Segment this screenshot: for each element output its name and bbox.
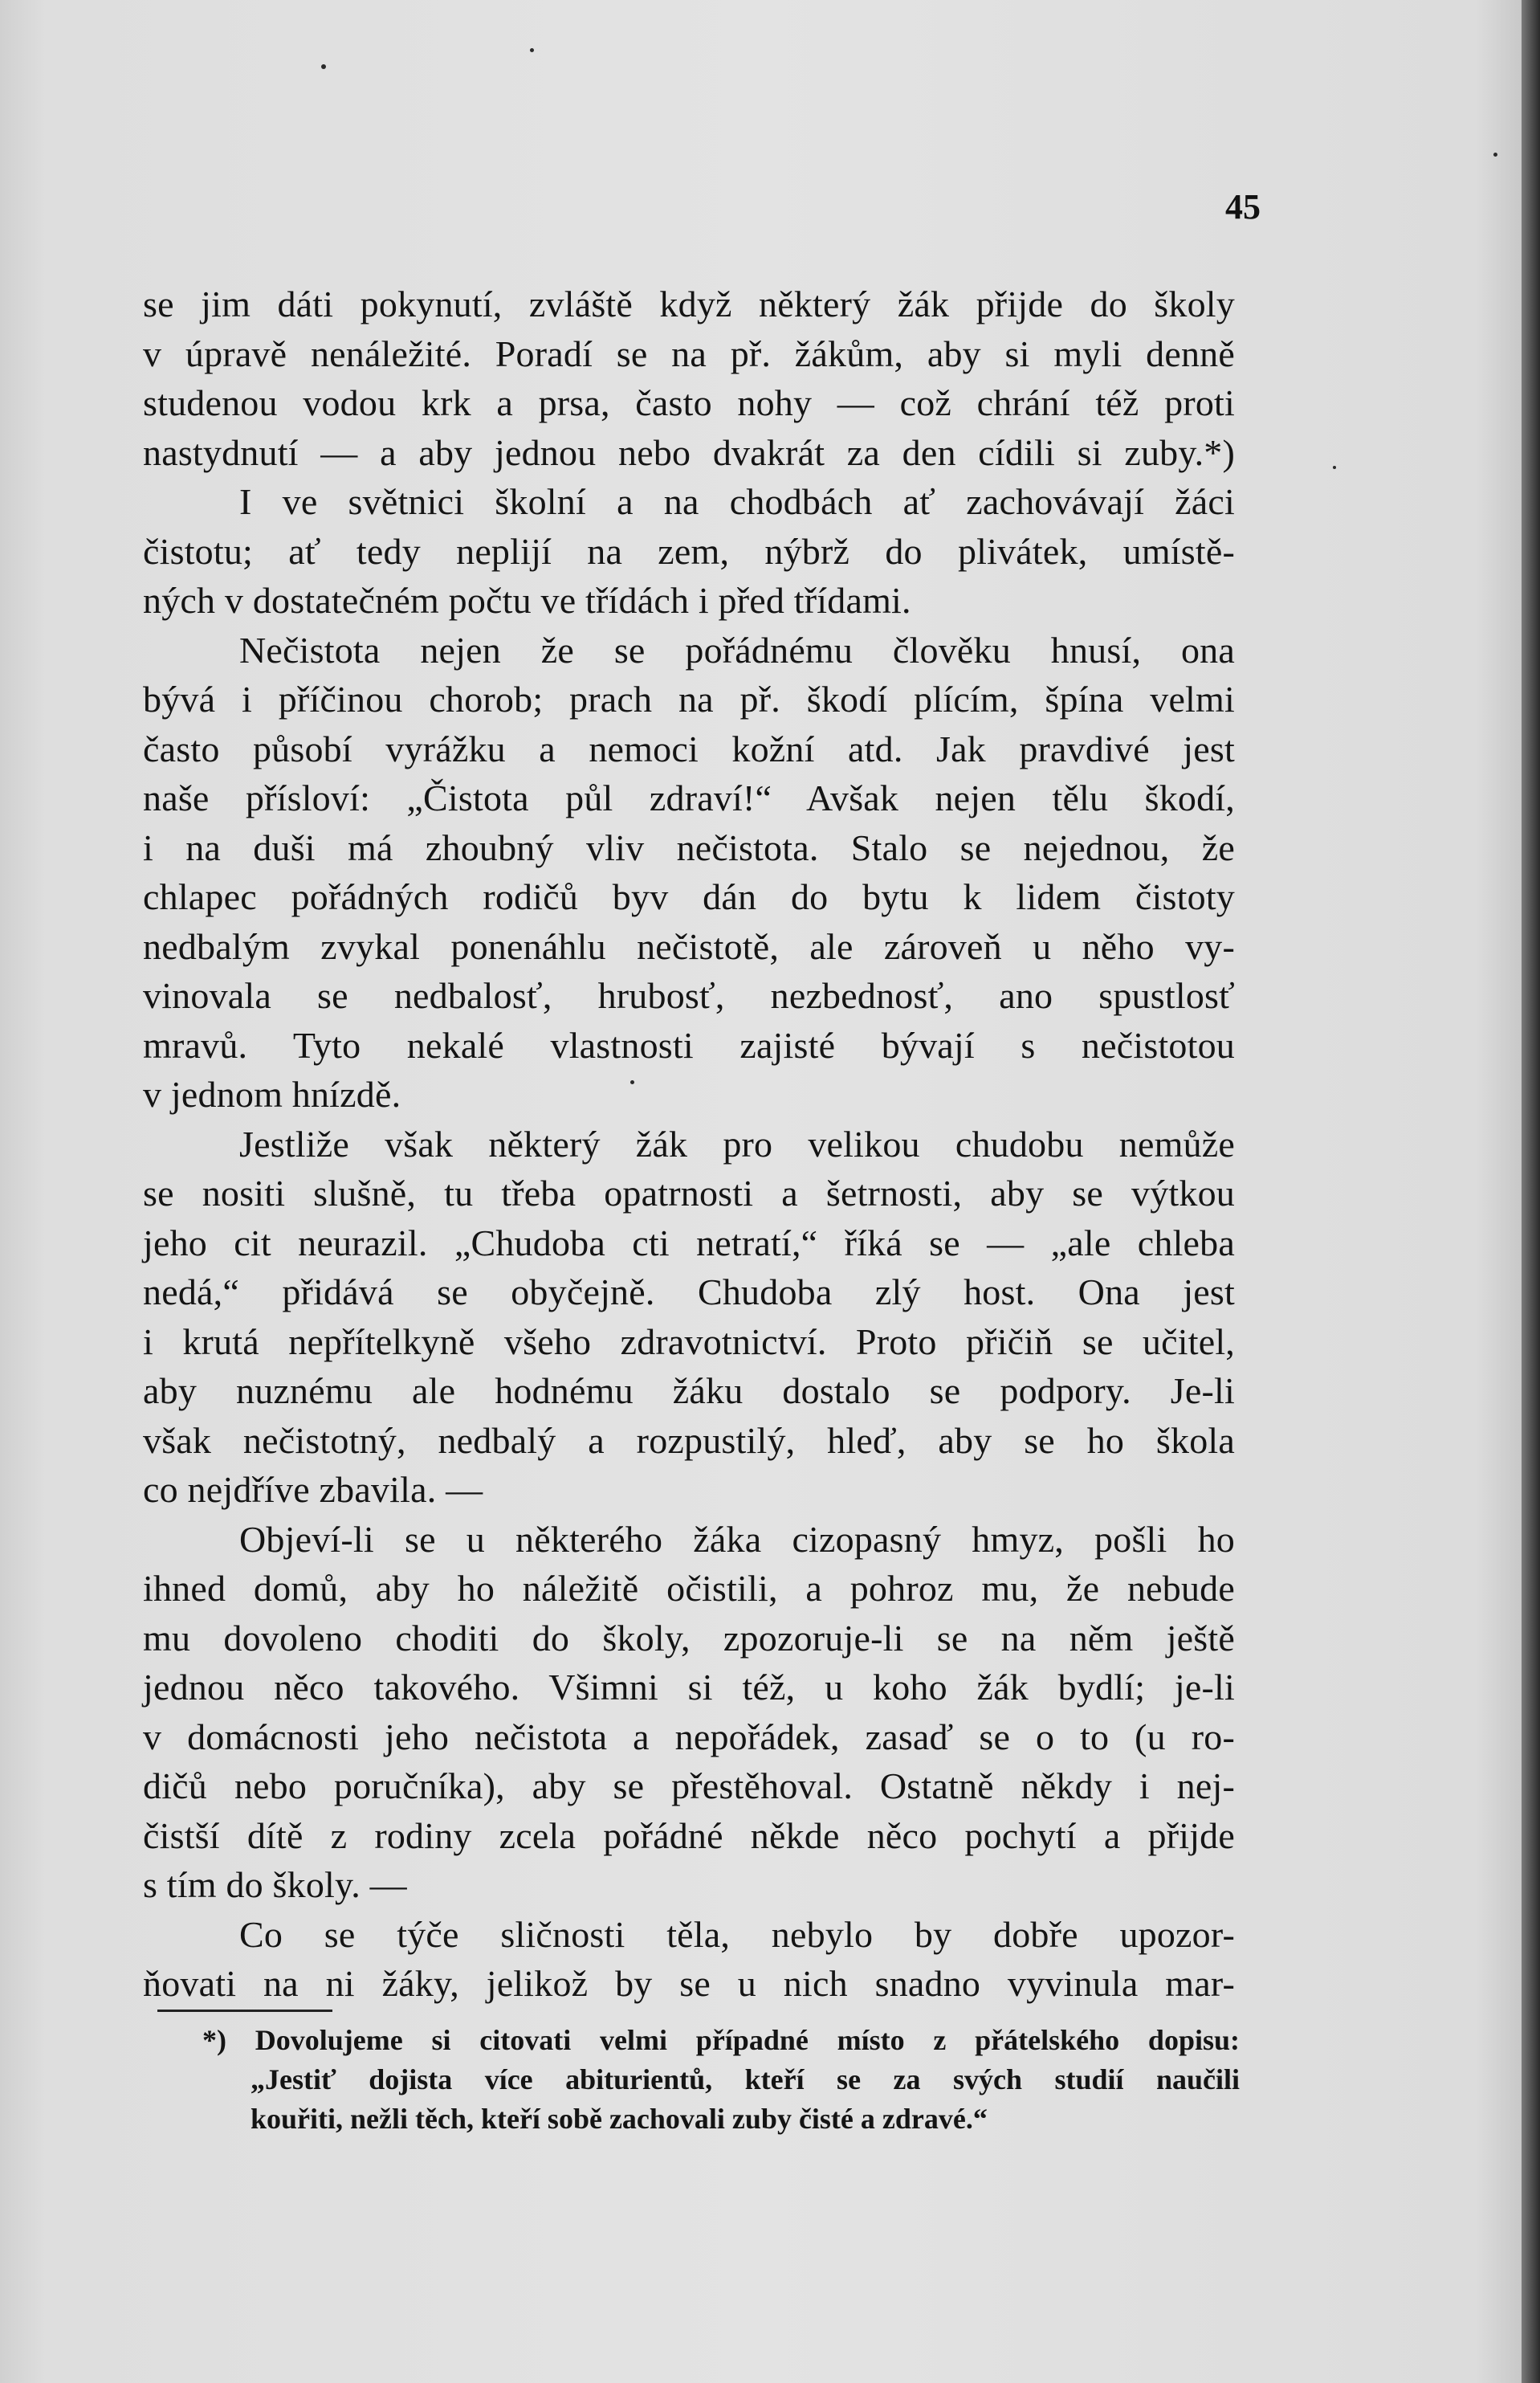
text-line: i krutá nepřítelkyně všeho zdravotnictví. Proto přičiň se učitel, (143, 1320, 1235, 1362)
text-line: čistotu; ať tedy neplijí na zem, nýbrž do plivátek, umístě- (143, 530, 1235, 572)
text-line: v domácnosti jeho nečistota a nepořádek, zasaď se o to (u ro- (143, 1716, 1235, 1757)
text-line: mu dovoleno choditi do školy, zpozoruje-li se na něm ještě (143, 1617, 1235, 1659)
text-line: však nečistotný, nedbalý a rozpustilý, hleď, aby se ho škola (143, 1419, 1235, 1461)
text-line: nastydnutí — a aby jednou nebo dvakrát za den cídili si zuby.*) (143, 431, 1235, 473)
text-line: ihned domů, aby ho náležitě očistili, a pohroz mu, že nebude (143, 1568, 1235, 1609)
footnote-rule (157, 2010, 332, 2012)
dust-speck (530, 48, 534, 52)
text-line: se jim dáti pokynutí, zvláště když některý žák přijde do školy (143, 284, 1235, 324)
text-line: jednou něco takového. Všimni si též, u koho žák bydlí; je-li (143, 1667, 1235, 1708)
text-line: vinovala se nedbalosť, hrubosť, nezbednosť, ano spustlosť (143, 975, 1235, 1016)
dust-speck (321, 64, 326, 69)
dust-speck (1333, 466, 1336, 469)
text-line: často působí vyrážku a nemoci kožní atd. Jak pravdivé jest (143, 728, 1235, 769)
text-line: dičů nebo poručníka), aby se přestěhoval. Ostatně někdy i nej- (143, 1765, 1235, 1806)
dust-speck (1493, 153, 1497, 157)
text-line: čistší dítě z rodiny zcela pořádné někde něco pochytí a přijde (143, 1814, 1235, 1856)
text-line: studenou vodou krk a prsa, často nohy — což chrání též proti (143, 382, 1235, 423)
text-line: aby nuznému ale hodnému žáku dostalo se podpory. Je-li (143, 1370, 1235, 1411)
footnote-line: „Jestiť dojista více abiturientů, kteří se za svých studií naučili (251, 2063, 1240, 2095)
page-edge-shadow (1522, 0, 1540, 2383)
footnotes (202, 2021, 1240, 2139)
text-line: mravů. Tyto nekalé vlastnosti zajisté bývají s nečistotou (143, 1024, 1235, 1066)
text-line: Co se týče sličnosti těla, nebylo by dobře upozor- (239, 1913, 1235, 1955)
dust-speck (630, 1080, 634, 1084)
body-text (143, 280, 1235, 2009)
text-line: se nositi slušně, tu třeba opatrnosti a šetrnosti, aby se výtkou (143, 1173, 1235, 1214)
footnote-line: *) Dovolujeme si citovati velmi případné místo z přátelského dopisu: (202, 2024, 1240, 2056)
text-line: i na duši má zhoubný vliv nečistota. Stalo se nejednou, že (143, 826, 1235, 868)
text-line: s tím do školy. — (143, 1864, 407, 1905)
page-number: 45 (1225, 187, 1261, 226)
text-line: Nečistota nejen že se pořádnému člověku hnusí, ona (239, 629, 1235, 671)
text-line: naše přísloví: „Čistota půl zdraví!“ Avšak nejen tělu škodí, (143, 777, 1235, 818)
text-line: nedbalým zvykal ponenáhlu nečistotě, ale zároveň u něho vy- (143, 925, 1235, 967)
text-line: co nejdříve zbavila. — (143, 1469, 483, 1510)
text-line: jeho cit neurazil. „Chudoba cti netratí,“ říká se — „ale chleba (143, 1222, 1235, 1263)
text-line: chlapec pořádných rodičů byv dán do bytu k lidem čistoty (143, 876, 1235, 917)
text-line: Objeví-li se u některého žáka cizopasný hmyz, pošli ho (239, 1518, 1235, 1560)
text-line: ných v dostatečném počtu ve třídách i před třídami. (143, 580, 911, 621)
footnote-line: kouřiti, nežli těch, kteří sobě zachovali zuby čisté a zdravé.“ (251, 2103, 988, 2135)
text-line: v úpravě nenáležité. Poradí se na př. žákům, aby si myli denně (143, 333, 1235, 374)
text-line: ňovati na ni žáky, jelikož by se u nich snadno vyvinula mar- (143, 1963, 1235, 2004)
text-line: v jednom hnízdě. (143, 1074, 401, 1115)
text-line: I ve světnici školní a na chodbách ať zachovávají žáci (239, 481, 1235, 522)
text-line: Jestliže však některý žák pro velikou chudobu nemůže (239, 1123, 1235, 1165)
text-line: bývá i příčinou chorob; prach na př. škodí plícím, špína velmi (143, 679, 1235, 720)
text-line: nedá,“ přidává se obyčejně. Chudoba zlý host. Ona jest (143, 1271, 1235, 1312)
